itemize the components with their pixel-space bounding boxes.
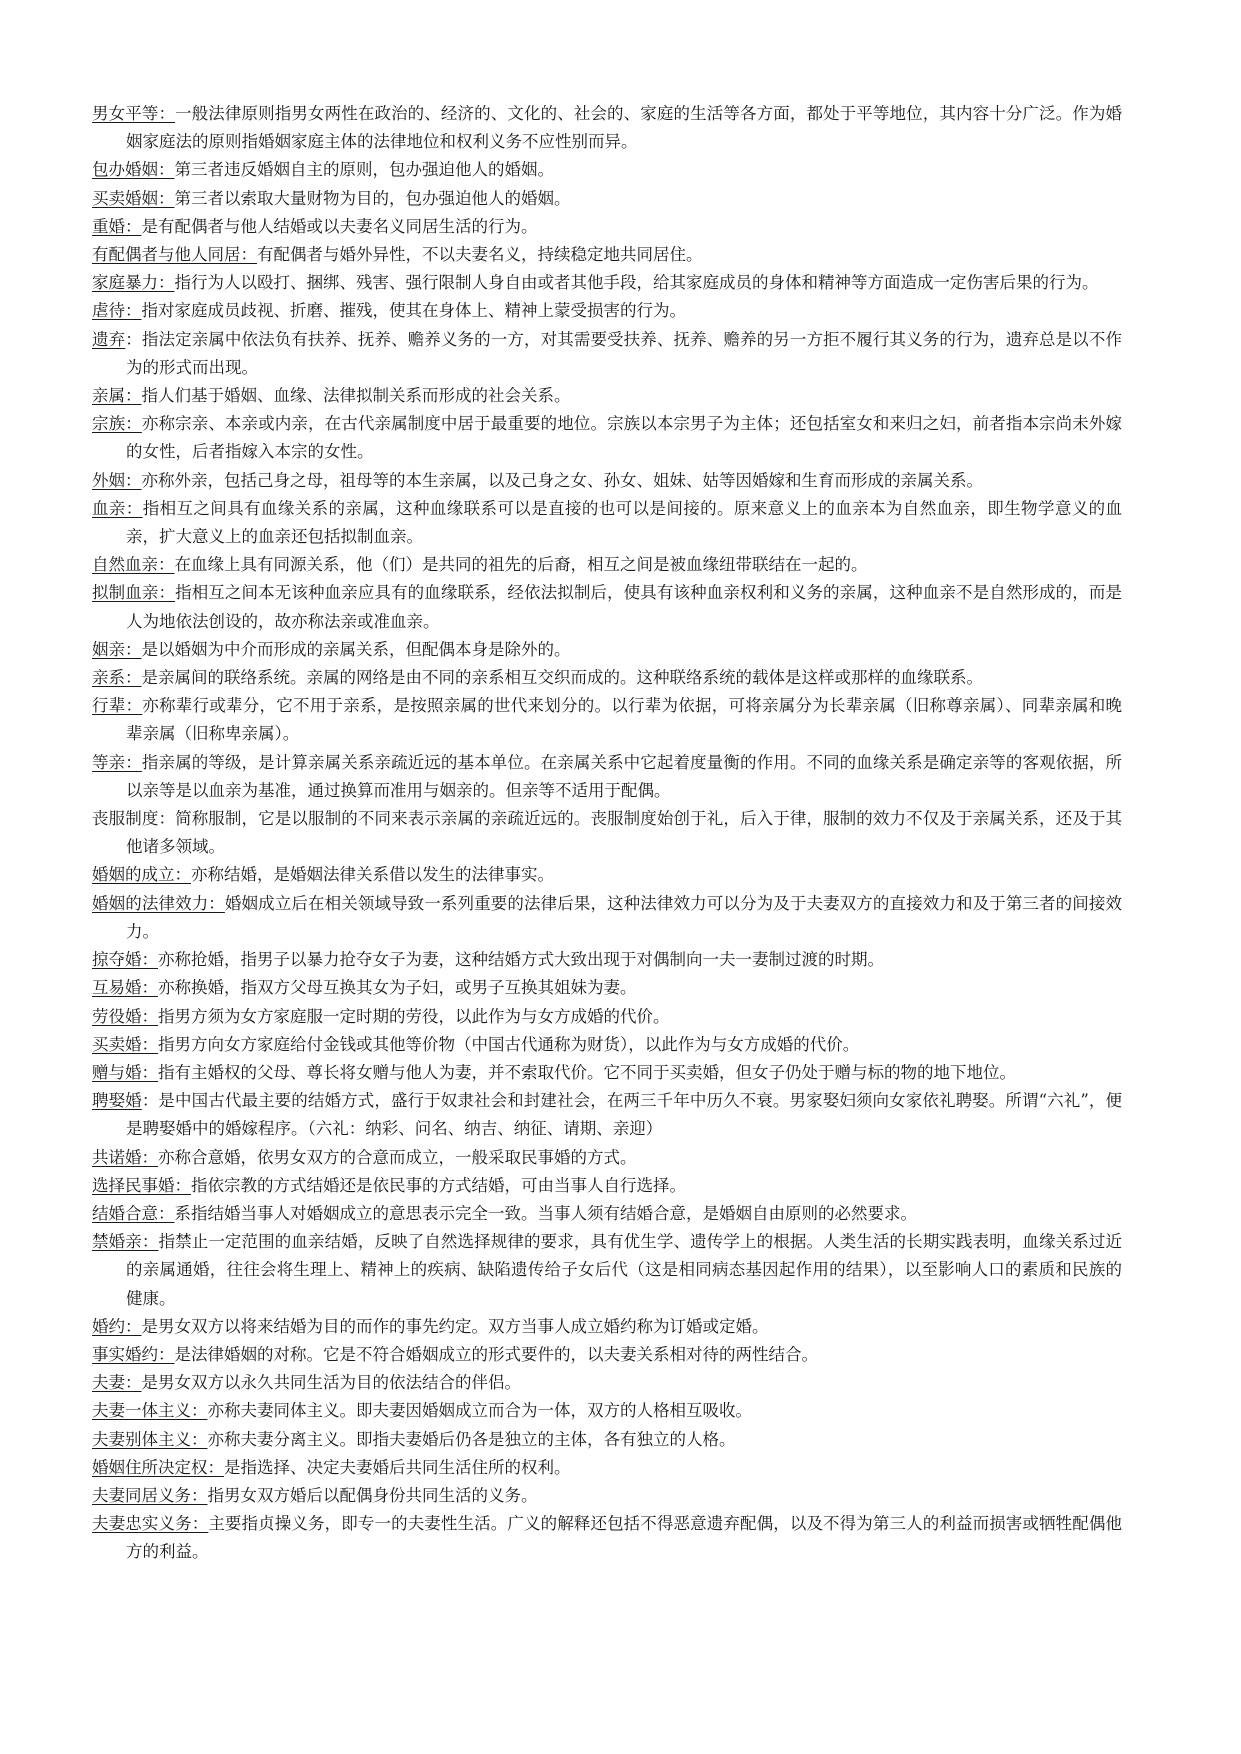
entry-term: 买卖婚： [92, 1034, 158, 1054]
glossary-entry [92, 1200, 1122, 1228]
entry-definition: 亦称合意婚，依男女双方的合意而成立，一般采取民事婚的方式。 [158, 1147, 637, 1167]
glossary-entry [92, 1397, 1122, 1425]
entry-term: 共诺婚： [92, 1147, 158, 1167]
glossary-entry [92, 805, 1122, 861]
entry-term: 夫妻： [92, 1373, 142, 1393]
entry-term: 家庭暴力： [92, 273, 175, 293]
entry-definition: 第三者违反婚姻自主的原则，包办强迫他人的婚姻。 [174, 160, 554, 180]
entry-term: 劳役婚： [92, 1006, 158, 1026]
entry-term: 夫妻一体主义： [92, 1401, 208, 1421]
entry-term: 丧服制度： [92, 809, 176, 829]
glossary-entry [92, 664, 1122, 692]
entry-definition: 指有主婚权的父母、尊长将女赠与他人为妻，并不索取代价。它不同于买卖婚，但女子仍处于赠与标的物的地下地位。 [158, 1062, 1016, 1082]
entry-definition: 指行为人以殴打、捆绑、残害、强行限制人身自由或者其他手段，给其家庭成员的身体和精神等方面造成一定伤害后果的行为。 [174, 273, 1099, 293]
glossary-entry [92, 100, 1122, 156]
entry-definition: 指相互之间具有血缘关系的亲属，这种血缘联系可以是直接的也可以是间接的。原来意义上的血亲本为自然血亲，即生物学意义的血亲，扩大意义上的血亲还包括拟制血亲。 [126, 498, 1123, 547]
entry-definition: 一般法律原则指男女两性在政治的、经济的、文化的、社会的、家庭的生活等各方面，都处于平等地位，其内容十分广泛。作为婚姻家庭法的原则指婚姻家庭主体的法律地位和权利义务不应性别而异。 [126, 104, 1123, 152]
entry-term: 夫妻忠实义务： [92, 1514, 209, 1534]
glossary-entry [92, 749, 1122, 805]
glossary-entry [92, 692, 1122, 748]
entry-term: 外姻： [92, 470, 142, 490]
entry-definition: 是法律婚姻的对称。它是不符合婚姻成立的形式要件的，以夫妻关系相对待的两性结合。 [174, 1344, 818, 1364]
glossary-entry [92, 241, 1122, 269]
entry-definition: 指依宗教的方式结婚还是依民事的方式结婚，可由当事人自行选择。 [191, 1175, 686, 1195]
glossary-entry [92, 1172, 1122, 1200]
entry-term: 虐待： [92, 301, 142, 321]
entry-definition: 是指选择、决定夫妻婚后共同生活住所的权利。 [224, 1457, 571, 1477]
entry-definition: 指对家庭成员歧视、折磨、摧残，使其在身体上、精神上蒙受损害的行为。 [141, 301, 686, 321]
glossary-entry [92, 1144, 1122, 1172]
entry-definition: 亦称夫妻分离主义。即指夫妻婚后仍各是独立的主体，各有独立的人格。 [207, 1429, 736, 1449]
glossary-entry [92, 1454, 1122, 1482]
glossary-entry [92, 1313, 1122, 1341]
entry-definition: 亦称宗亲、本亲或内亲，在古代亲属制度中居于最重要的地位。宗族以本宗男子为主体；还包括室女和来归之妇，前者指本宗尚未外嫁的女性，后者指嫁入本宗的女性。 [126, 414, 1123, 462]
glossary-entry [92, 974, 1122, 1002]
glossary-entry [92, 1059, 1122, 1087]
entry-definition: 指人们基于婚姻、血缘、法律拟制关系而形成的社会关系。 [141, 386, 571, 406]
glossary-entry [92, 1003, 1122, 1031]
entry-definition: 第三者以索取大量财物为目的，包办强迫他人的婚姻。 [174, 188, 571, 208]
glossary-entry [92, 1087, 1122, 1143]
entry-definition: 是男女双方以将来结婚为目的而作的事先约定。双方当事人成立婚约称为订婚或定婚。 [141, 1316, 769, 1336]
entry-term: 婚姻的成立： [92, 865, 191, 885]
entry-term: 自然血亲： [92, 555, 175, 575]
entry-definition: 简称服制，它是以服制的不同来表示亲属的亲疏近远的。丧服制度始创于礼，后入于律，服制的效力不仅及于亲属关系，还及于其他诸多领域。 [126, 809, 1123, 857]
entry-term: 姻亲： [92, 639, 142, 659]
entry-term: 亲属： [92, 386, 142, 406]
entry-term: 掠夺婚： [92, 950, 158, 970]
entry-definition: 亦称外亲，包括己身之母，祖母等的本生亲属，以及己身之女、孙女、姐妹、姑等因婚嫁和生育而形成的亲属关系。 [141, 470, 983, 490]
entry-term: 结婚合意： [92, 1203, 175, 1223]
entry-term: 婚姻的法律效力： [92, 893, 225, 913]
glossary-entry [92, 495, 1122, 551]
entry-definition: 指男女双方婚后以配偶身份共同生活的义务。 [207, 1485, 538, 1505]
entry-definition: 系指结婚当事人对婚姻成立的意思表示完全一致。当事人须有结婚合意，是婚姻自由原则的必然要求。 [174, 1203, 917, 1223]
glossary-entry [92, 185, 1122, 213]
glossary-entry [92, 326, 1122, 382]
glossary-entry [92, 890, 1122, 946]
entry-term: 等亲： [92, 752, 142, 772]
entry-term: 遗弃 [92, 329, 126, 349]
entry-definition: 主要指贞操义务，即专一的夫妻性生活。广义的解释还包括不得恶意遗弃配偶，以及不得为第三人的利益而损害或牺牲配偶他方的利益。 [126, 1514, 1123, 1562]
entry-definition: 亦称结婚，是婚姻法律关系借以发生的法律事实。 [191, 865, 554, 885]
entry-term: 聘娶婚 [92, 1091, 142, 1111]
glossary-entry [92, 382, 1122, 410]
glossary-entry [92, 269, 1122, 297]
entry-term: 禁婚亲： [92, 1232, 159, 1252]
entry-term: 宗族： [92, 414, 142, 434]
glossary-entry [92, 1510, 1122, 1566]
glossary-entry [92, 636, 1122, 664]
glossary-entry [92, 1228, 1122, 1313]
glossary-entry [92, 410, 1122, 466]
entry-definition: 是亲属间的联络系统。亲属的网络是由不同的亲系相互交织而成的。这种联络系统的载体是这样或那样的血缘联系。 [141, 668, 983, 688]
entry-definition: 亦称夫妻同体主义。即夫妻因婚姻成立而合为一体，双方的人格相互吸收。 [207, 1401, 752, 1421]
glossary-entry [92, 579, 1122, 635]
entry-definition: ：是中国古代最主要的结婚方式，盛行于奴隶社会和封建社会，在两三千年中历久不衰。男家娶妇须向女家依礼聘娶。所谓“六礼”，便是聘娶婚中的婚嫁程序。（六礼：纳彩、问名、纳吉、纳征、请期、亲迎） [126, 1091, 1123, 1139]
glossary-entry [92, 467, 1122, 495]
entry-definition: 亦称换婚，指双方父母互换其女为子妇，或男子互换其姐妹为妻。 [158, 978, 637, 998]
glossary-entry [92, 1369, 1122, 1397]
entry-definition: ：指法定亲属中依法负有扶养、抚养、赡养义务的一方，对其需要受扶养、抚养、赡养的另一方拒不履行其义务的行为，遗弃总是以不作为的形式而出现。 [125, 329, 1123, 377]
entry-term: 夫妻别体主义： [92, 1429, 208, 1449]
entry-definition: 婚姻成立后在相关领域导致一系列重要的法律后果，这种法律效力可以分为及于夫妻双方的直接效力和及于第三者的间接效力。 [126, 893, 1123, 941]
entry-term: 有配偶者与他人同居： [92, 245, 257, 265]
entry-definition: 是有配偶者与他人结婚或以夫妻名义同居生活的行为。 [141, 216, 538, 236]
glossary-entry [92, 1426, 1122, 1454]
glossary-entry [92, 861, 1122, 889]
glossary-entry [92, 1482, 1122, 1510]
entry-definition: 指禁止一定范围的血亲结婚，反映了自然选择规律的要求，具有优生学、遗传学上的根据。人类生活的长期实践表明，血缘关系过近的亲属通婚，往往会将生理上、精神上的疾病、缺陷遗传给子女后代（这是相同病态基因起作用的结果），以至影响人口的素质和民族的健康。 [126, 1232, 1123, 1308]
entry-definition: 指相互之间本无该种血亲应具有的血缘联系，经依法拟制后，使具有该种血亲权利和义务的亲属，这种血亲不是自然形成的，而是人为地依法创设的，故亦称法亲或准血亲。 [126, 583, 1123, 631]
entry-definition: 有配偶者与婚外异性，不以夫妻名义，持续稳定地共同居住。 [257, 245, 703, 265]
glossary-page [92, 100, 1122, 1567]
entry-definition: 亦称辈行或辈分，它不用于亲系，是按照亲属的世代来划分的。以行辈为依据，可将亲属分为长辈亲属（旧称尊亲属）、同辈亲属和晚辈亲属（旧称卑亲属）。 [126, 696, 1122, 744]
glossary-entry [92, 946, 1122, 974]
entry-definition: 亦称抢婚，指男子以暴力抢夺女子为妻，这种结婚方式大致出现于对偶制向一夫一妻制过渡的时期。 [158, 950, 884, 970]
entry-term: 婚姻住所决定权： [92, 1457, 224, 1477]
entry-definition: 指男方须为女方家庭服一定时期的劳役，以此作为与女方成婚的代价。 [158, 1006, 670, 1026]
entry-term: 行辈： [92, 696, 143, 716]
entry-term: 互易婚： [92, 978, 158, 998]
glossary-entry [92, 1031, 1122, 1059]
entry-term: 男女平等： [92, 104, 176, 123]
glossary-entry [92, 156, 1122, 184]
entry-definition: 指亲属的等级，是计算亲属关系亲疏近远的基本单位。在亲属关系中它起着度量衡的作用。不同的血缘关系是确定亲等的客观依据，所以亲等是以血亲为基准，通过换算而准用与姻亲的。但亲等不适用于配偶。 [126, 752, 1123, 800]
glossary-entry [92, 1341, 1122, 1369]
glossary-entry [92, 297, 1122, 325]
entry-term: 夫妻同居义务： [92, 1485, 208, 1505]
entry-definition: 指男方向女方家庭给付金钱或其他等价物（中国古代通称为财货），以此作为与女方成婚的代价。 [158, 1034, 860, 1054]
entry-definition: 是以婚姻为中介而形成的亲属关系，但配偶本身是除外的。 [141, 639, 571, 659]
entry-term: 包办婚姻： [92, 160, 175, 180]
entry-definition: 是男女双方以永久共同生活为目的依法结合的伴侣。 [141, 1373, 521, 1393]
entry-term: 买卖婚姻： [92, 188, 175, 208]
entry-term: 选择民事婚： [92, 1175, 191, 1195]
entry-term: 血亲： [92, 498, 143, 518]
glossary-entry [92, 551, 1122, 579]
entry-term: 重婚： [92, 216, 142, 236]
glossary-entry [92, 213, 1122, 241]
entry-term: 婚约： [92, 1316, 142, 1336]
entry-term: 拟制血亲： [92, 583, 176, 603]
entry-term: 事实婚约： [92, 1344, 175, 1364]
entry-term: 亲系： [92, 668, 142, 688]
entry-term: 赠与婚： [92, 1062, 158, 1082]
entry-definition: 在血缘上具有同源关系，他（们）是共同的祖先的后裔，相互之间是被血缘纽带联结在一起的。 [174, 555, 868, 575]
